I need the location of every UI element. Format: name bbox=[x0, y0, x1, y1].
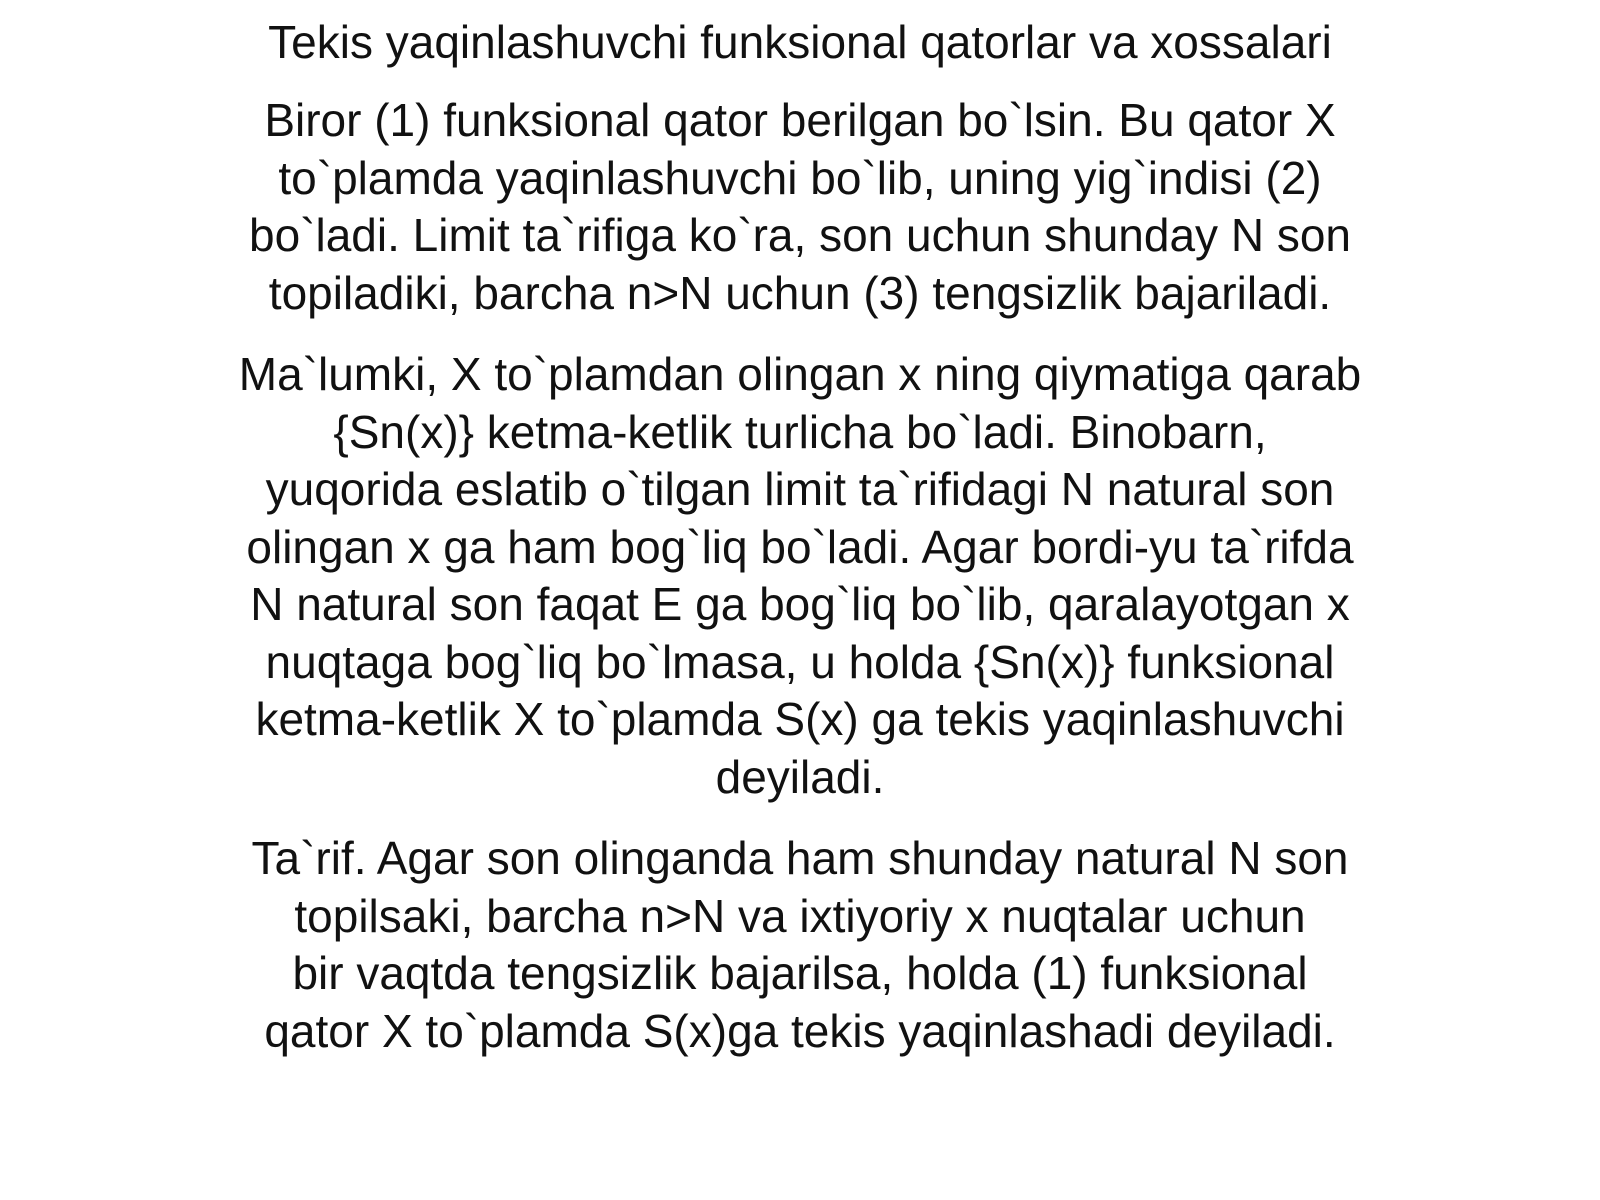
paragraph-line: olingan x ga ham bog`liq bo`ladi. Agar bordi-yu ta`rifda bbox=[246, 520, 1354, 573]
paragraph-line: qator X to`plamda S(x)ga tekis yaqinlashadi deyiladi. bbox=[264, 1004, 1336, 1057]
paragraph-line: to`plamda yaqinlashuvchi bo`lib, uning yig`indisi (2) bbox=[278, 151, 1322, 204]
paragraph-line: topilsaki, barcha n>N va ixtiyoriy x nuqtalar uchun bbox=[294, 889, 1306, 942]
paragraph-line: Biror (1) funksional qator berilgan bo`lsin. Bu qator X bbox=[264, 94, 1336, 146]
paragraph-line: N natural son faqat E ga bog`liq bo`lib, qaralayotgan x bbox=[250, 578, 1350, 630]
paragraph-line: Ma`lumki, X to`plamdan olingan x ning qiymatiga qarab bbox=[238, 348, 1362, 400]
paragraph-line: nuqtaga bog`liq bo`lmasa, u holda {Sn(x)} funksional bbox=[265, 635, 1335, 688]
paragraph-definition-convergence bbox=[190, 92, 1410, 322]
slide-title: Tekis yaqinlashuvchi funksional qatorlar va xossalari bbox=[268, 16, 1332, 68]
paragraph-line: {Sn(x)} ketma-ketlik turlicha bo`ladi. Binobarn, bbox=[333, 405, 1267, 458]
paragraph-line: Ta`rif. Agar son olinganda ham shunday natural N son bbox=[251, 832, 1349, 884]
paragraph-line: deyiladi. bbox=[715, 750, 885, 803]
paragraph-line: topiladiki, barcha n>N uchun (3) tengsizlik bajariladi. bbox=[268, 266, 1332, 319]
paragraph-line: ketma-ketlik X to`plamda S(x) ga tekis yaqinlashuvchi bbox=[255, 693, 1345, 745]
paragraph-definition-uniform-series bbox=[190, 830, 1410, 1060]
paragraph-line: yuqorida eslatib o`tilgan limit ta`rifidagi N natural son bbox=[265, 463, 1335, 515]
paragraph-uniform-sequence bbox=[190, 346, 1410, 806]
paragraph-line: bo`ladi. Limit ta`rifiga ko`ra, son uchun shunday N son bbox=[248, 209, 1351, 261]
paragraph-line: bir vaqtda tengsizlik bajarilsa, holda (1) funksional bbox=[292, 947, 1308, 999]
